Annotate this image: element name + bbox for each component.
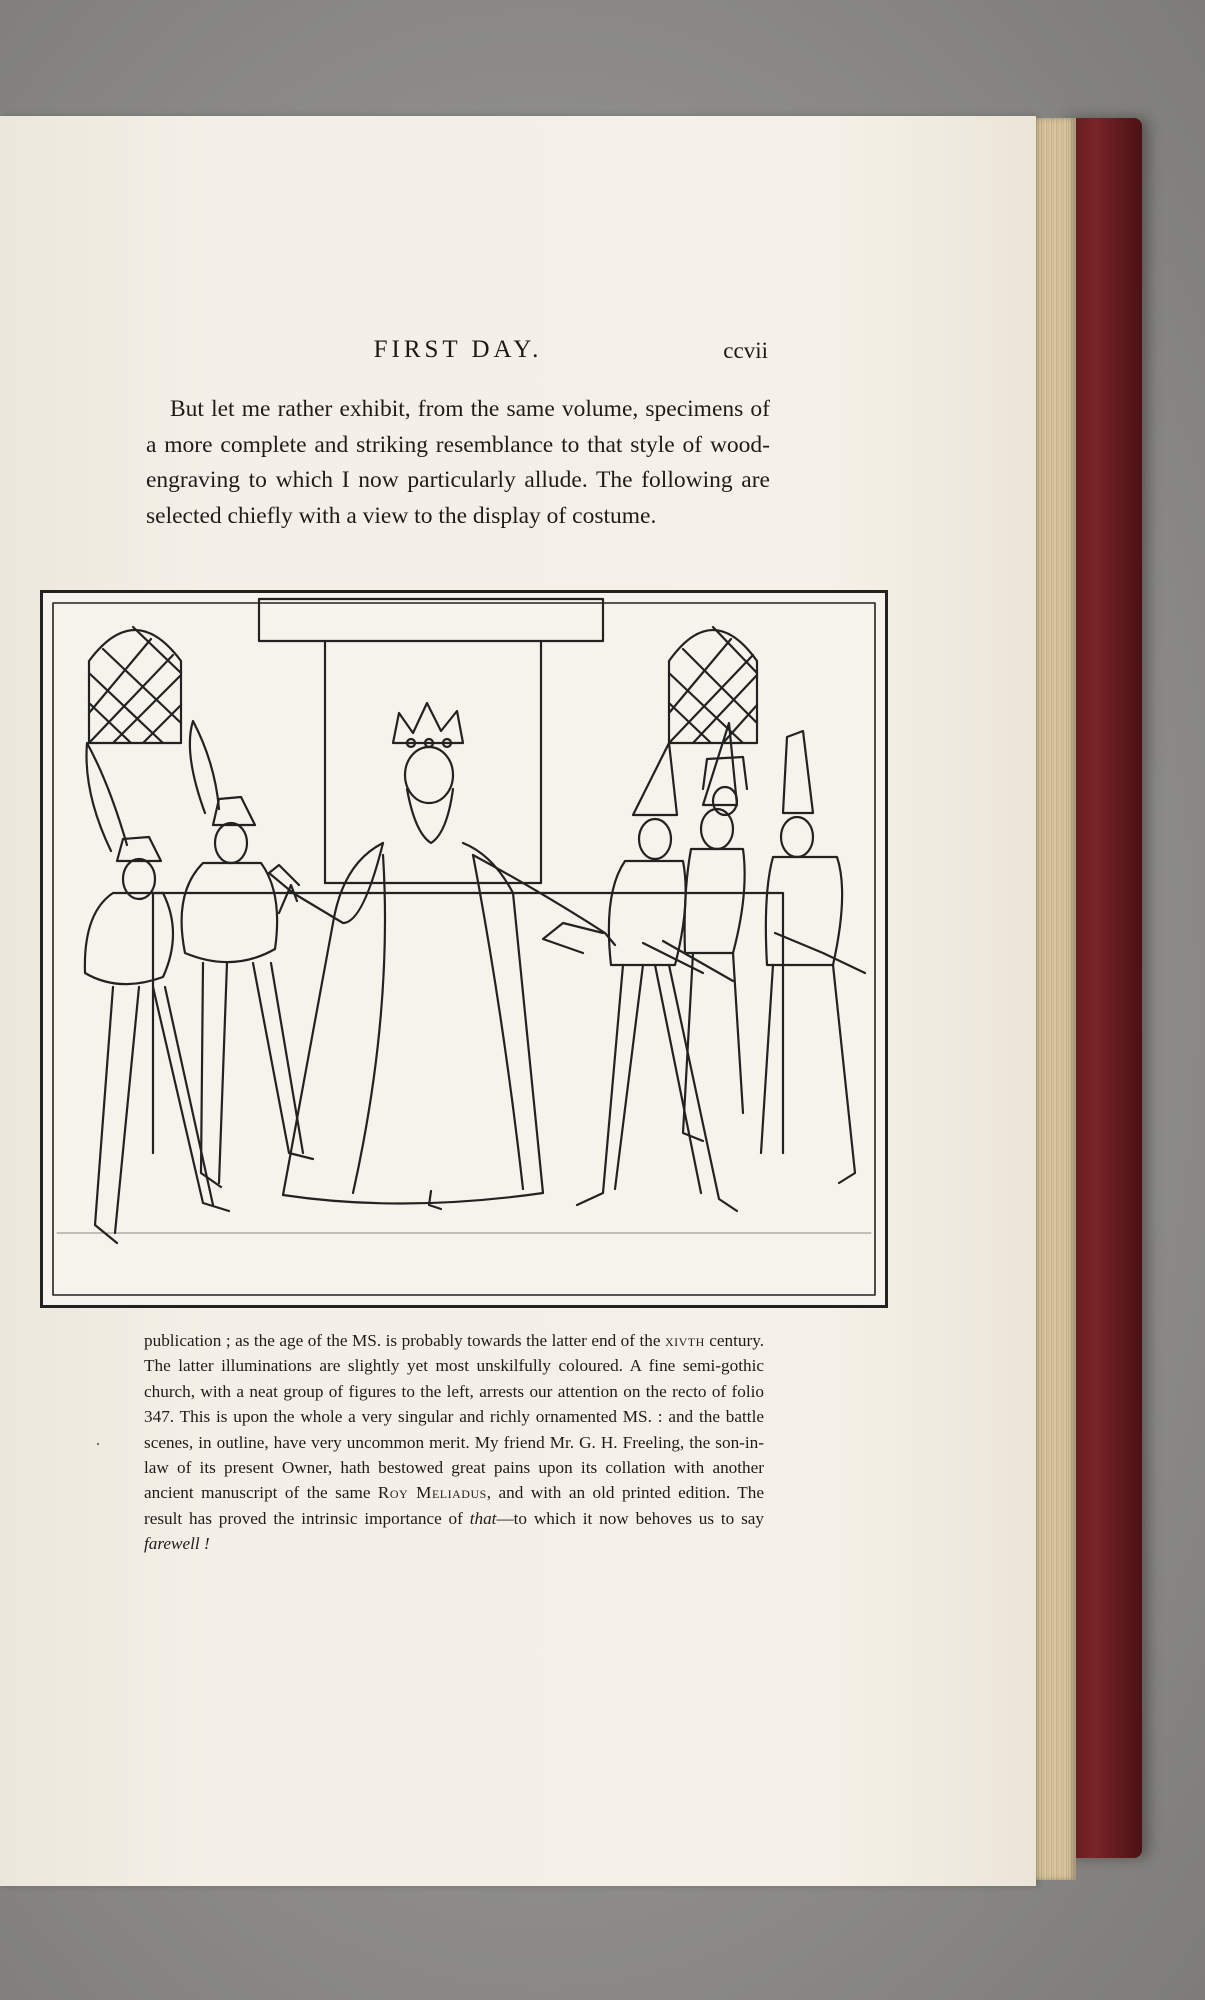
woodcut-illustration [40,590,888,1308]
book-title: Roy Meliadus [377,1483,487,1503]
lead-paragraph: But let me rather exhibit, from the same volume, specimens of a more complete and striking resemblance to that style of wood-engraving to which I now particularly allude. The following are selected chiefly with a view to the display of costume. [146,396,770,529]
margin-mark: . [96,1432,100,1449]
body-text-part-2: century. The latter illuminations are slightly yet most unskilfully coloured. A fine semi-gothic church, with a neat group of figures to the left, arrests our attention on the recto of folio 347. This is upon the whole a very singular and richly ornamented MS. : and the battle scenes, in outline, have very uncommon merit. My friend Mr. G. H. Freeling, the son-in-law of its present Owner, hath bestowed great pains upon its collation with another ancient manuscript of the same [144,1331,765,1503]
page-edges [1032,118,1076,1880]
century-numeral: xivth [664,1331,705,1350]
woodcut-drawing [43,593,885,1305]
emphasis-word: that [469,1508,497,1528]
page-number: ccvii [723,338,768,363]
body-text-part-1: publication ; as the age of the MS. is probably towards the latter end of the [144,1331,665,1350]
body-text-part-3: , and with an old printed edition. The result has proved the intrinsic importance of [144,1483,764,1528]
page-header [148,336,768,372]
body-paragraph [144,1328,764,1557]
closing-word: farewell ! [144,1534,210,1554]
body-text-part-4: —to which it now behoves us to say [496,1508,764,1528]
running-head: FIRST DAY. [373,336,543,363]
